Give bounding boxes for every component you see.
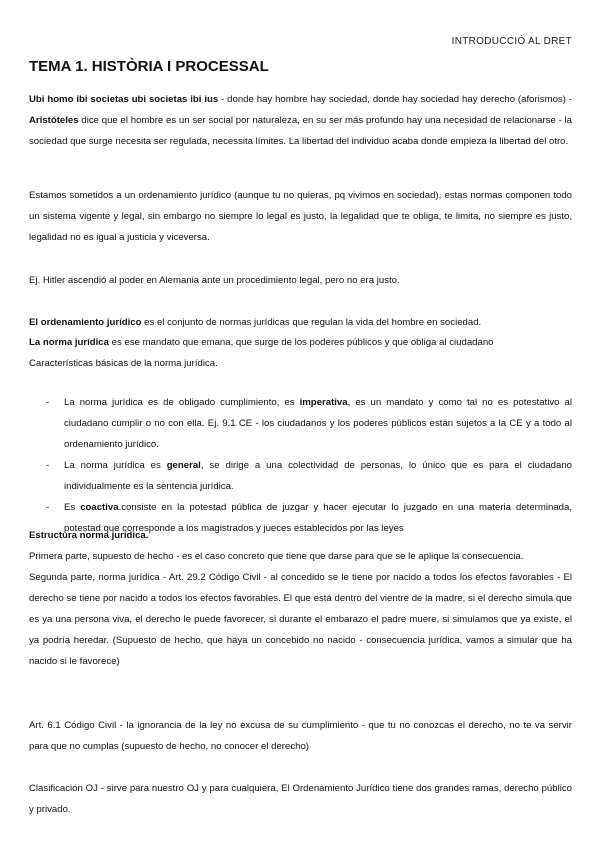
latin-aphorism: Ubi homo ibi societas ubi societas ibi ius <box>29 94 219 105</box>
bullet-dash: - <box>46 397 50 408</box>
page-title: TEMA 1. HISTÒRIA I PROCESSAL <box>29 58 269 75</box>
bullet-text: .consiste en la potestad pública de juzgar y hacer ejecutar lo juzgado en una materia determinada, potestad que corresponde a los magistrados y jueces establecidos por las leyes <box>64 502 572 534</box>
art61-paragraph: Art. 6.1 Código Civil - la ignorancia de la ley no excusa de su cumplimiento - que tu no conozcas el derecho, no te va servir para que no cumplas (supuesto de hecho, no conocer el derecho) <box>29 720 572 752</box>
estructura-segunda: Segunda parte, norma jurídica - Art. 29.2 Código Civil - al concedido se le tiene por nacido a todos los efectos favorables - El derecho se tiene por nacido a todos los efectos favorables. El que está dentro del vientre de la madre, si el derecho simula que es ya una persona viva, el derecho le puede favorecer, si durante el embarazo el padre muere, si simulamos que ya existe, el ya podría heredar. (Supuesto de hecho, que haya un concebido no nacido - consecuencia jurídica, vamos a simular que ha nacido si le favorece) <box>29 572 572 667</box>
list-item <box>29 392 572 455</box>
bullet-text: , se dirige a una colectividad de personas, lo único que es para el ciudadano individualmente es la sentencia jurídica. <box>64 460 572 492</box>
bullet-text: , es un mandato y como tal no es potestativo al ciudadano cumplir o no con ella. Ej. 9.1 CE - los ciudadanos y los poderes públicos están sujetos a la CE y a todo al ordenamiento jurídico. <box>64 397 572 450</box>
aristoteles-name: Aristóteles <box>29 115 79 126</box>
ordenamiento-definition <box>29 312 572 333</box>
estructura-heading: Estructura norma jurídica. <box>29 530 149 541</box>
estructura-primera: Primera parte, supuesto de hecho - es el caso concreto que tiene que darse para que se le aplique la consecuencia. <box>29 551 524 562</box>
bullet-text: La norma jurídica es de obligado cumplimiento, es <box>64 397 300 408</box>
intro-paragraph <box>29 89 572 152</box>
sometidos-paragraph: Estamos sometidos a un ordenamiento jurídico (aunque tu no quieras, pq vivimos en sociedad), estas normas componen todo un sistema vigente y legal, sin embargo no siempre lo legal es justo, la legalidad que te obliga, te limita, no siempre es justo, legalidad no es igual a justicia y viceversa. <box>29 190 572 243</box>
caracteristicas-list <box>29 392 572 539</box>
list-item <box>29 455 572 497</box>
clasificacion-paragraph: Clasificación OJ - sirve para nuestro OJ y para cualquiera, El Ordenamiento Jurídico tiene dos grandes ramas, derecho público y privado. <box>29 783 572 815</box>
norma-text: es ese mandato que emana, que surge de los poderes públicos y que obliga al ciudadano <box>108 337 494 348</box>
norma-definition <box>29 332 572 353</box>
intro-text-2: dice que el hombre es un ser social por naturaleza, en su ser más profundo hay una necesidad de relacionarse - la sociedad que surge necesita ser regulada, necessita límites. La libertad del individuo acaba donde empieza la libertad del otro. <box>29 115 572 147</box>
course-header: INTRODUCCIÓ AL DRET <box>451 36 572 47</box>
intro-text-1: - donde hay hombre hay sociedad, donde hay sociedad hay derecho (aforismos) - <box>218 94 572 105</box>
ordenamiento-term: El ordenamiento jurídico <box>29 317 142 328</box>
bullet-text: Es <box>64 502 81 513</box>
bullet-text: La norma jurídica es <box>64 460 167 471</box>
bullet-dash: - <box>46 502 50 513</box>
bullet-keyword: coactiva <box>80 502 119 513</box>
caracteristicas-line: Características básicas de la norma jurídica. <box>29 358 218 369</box>
bullet-dash: - <box>46 460 50 471</box>
ordenamiento-text: es el conjunto de normas jurídicas que regulan la vida del hombre en sociedad. <box>141 317 482 328</box>
norma-term: La norma jurídica <box>29 337 109 348</box>
bullet-keyword: general <box>166 460 201 471</box>
hitler-example: Ej. Hitler ascendió al poder en Alemania ante un procedimiento legal, pero no era justo. <box>29 275 400 286</box>
bullet-keyword: imperativa <box>299 397 348 408</box>
